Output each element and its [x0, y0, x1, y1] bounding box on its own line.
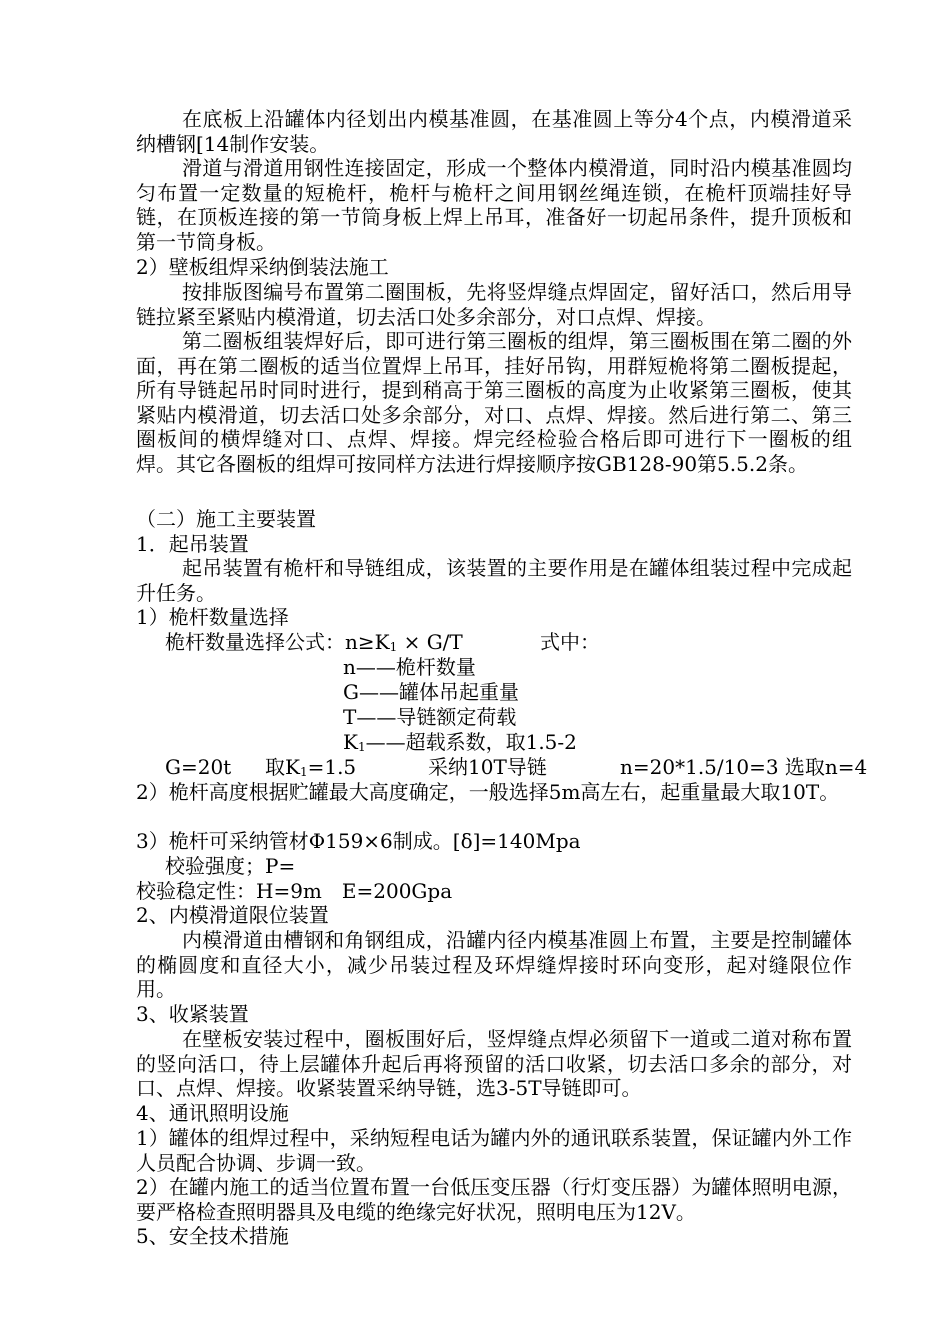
formula-def-g: G——罐体吊起重量	[343, 680, 519, 704]
text-stability-check: 校验稳定性：H=9m E=200Gpa	[136, 879, 453, 903]
paragraph-baseline-circle: 在底板上沿罐体内径划出内模基准圆，在基准圆上等分4个点，内模滑道采纳槽钢[14制作安装。	[136, 107, 852, 156]
heading-main-equipment: （二）施工主要装置	[136, 507, 316, 531]
formula-where: 式中：	[540, 630, 600, 654]
paragraph-lifting-device: 起吊装置有桅杆和导链组成，该装置的主要作用是在罐体组装过程中完成起升任务。	[136, 556, 852, 605]
paragraph-tightening: 在壁板安装过程中，圈板围好后，竖焊缝点焊必须留下一道或二道对称布置的竖向活口，待上层罐体升起后再将预留的活口收紧，切去活口多余的部分，对口、点焊、焊接。收紧装置采纳导链，选3-5T导链即可。	[136, 1027, 852, 1101]
paragraph-third-ring: 第二圈板组装焊好后，即可进行第三圈板的组焊，第三圈板围在第二圈的外面，再在第二圈板的适当位置焊上吊耳，挂好吊钩，用群短桅将第二圈板提起，所有导链起吊时同时进行，提到稍高于第三圈板的高度为止收紧第三圈板，使其紧贴内模滑道，切去活口处多余部分，对口、点焊、焊接。然后进行第二、第三圈板间的横焊缝对口、点焊、焊接。焊完经检验合格后即可进行下一圈板的组焊。其它各圈板的组焊可按同样方法进行焊接顺序按GB128-90第5.5.2条。	[136, 329, 852, 476]
paragraph-lighting: 2）在罐内施工的适当位置布置一台低压变压器（行灯变压器）为罐体照明电源，要严格检查照明器具及电缆的绝缘完好状况，照明电压为12V。	[136, 1175, 852, 1224]
text-strength-check: 校验强度；P=	[165, 854, 296, 878]
formula-def-n: n——桅杆数量	[343, 655, 476, 679]
heading-safety-measures: 5、安全技术措施	[136, 1224, 289, 1248]
formula-def-k: $K_1——$超载系数，取1.5-2	[343, 730, 577, 754]
heading-mast-quantity: 1）桅杆数量选择	[136, 605, 289, 629]
calc-chain: 采纳10T导链	[428, 755, 547, 779]
formula-def-t: T——导链额定荷载	[343, 705, 517, 729]
heading-wall-assembly: 2）壁板组焊采纳倒装法施工	[136, 255, 389, 279]
calc-g: G=20t	[165, 755, 232, 779]
paragraph-slide-connection: 滑道与滑道用钢性连接固定，形成一个整体内模滑道，同时沿内模基准圆均匀布置一定数量的短桅杆，桅杆与桅杆之间用钢丝绳连锁，在桅杆顶端挂好导链，在顶板连接的第一节筒身板上焊上吊耳，准备好一切起吊条件，提升顶板和第一节筒身板。	[136, 156, 852, 254]
formula-expression: $n\ge K_1 \times G/T$	[345, 630, 463, 654]
heading-tightening-device: 3、收紧装置	[136, 1002, 249, 1026]
formula-label: 桅杆数量选择公式：	[165, 630, 345, 654]
heading-lifting-device: 1．起吊装置	[136, 532, 249, 556]
heading-communication-lighting: 4、通讯照明设施	[136, 1101, 289, 1125]
paragraph-inner-slide: 内模滑道由槽钢和角钢组成，沿罐内径内模基准圆上布置，主要是控制罐体的椭圆度和直径大小，减少吊装过程及环焊缝焊接时环向变形，起对缝限位作用。	[136, 928, 852, 1002]
paragraph-second-ring: 按排版图编号布置第二圈围板，先将竖焊缝点焊固定，留好活口，然后用导链拉紧至紧贴内模滑道，切去活口处多余部分，对口点焊、焊接。	[136, 280, 852, 329]
paragraph-communication: 1）罐体的组焊过程中，采纳短程电话为罐内外的通讯联系装置，保证罐内外工作人员配合协调、步调一致。	[136, 1126, 852, 1175]
calc-n: n=20*1.5/10=3 选取n=4	[620, 755, 868, 779]
paragraph-mast-pipe: 3）桅杆可采纳管材Φ159×6制成。[δ]=140Mpa	[136, 829, 581, 853]
heading-inner-slide-limit: 2、内模滑道限位装置	[136, 903, 329, 927]
paragraph-mast-height: 2）桅杆高度根据贮罐最大高度确定，一般选择5m高左右，起重量最大取10T。	[136, 780, 840, 804]
calc-k: 取$K_1=1.5$	[265, 755, 357, 779]
